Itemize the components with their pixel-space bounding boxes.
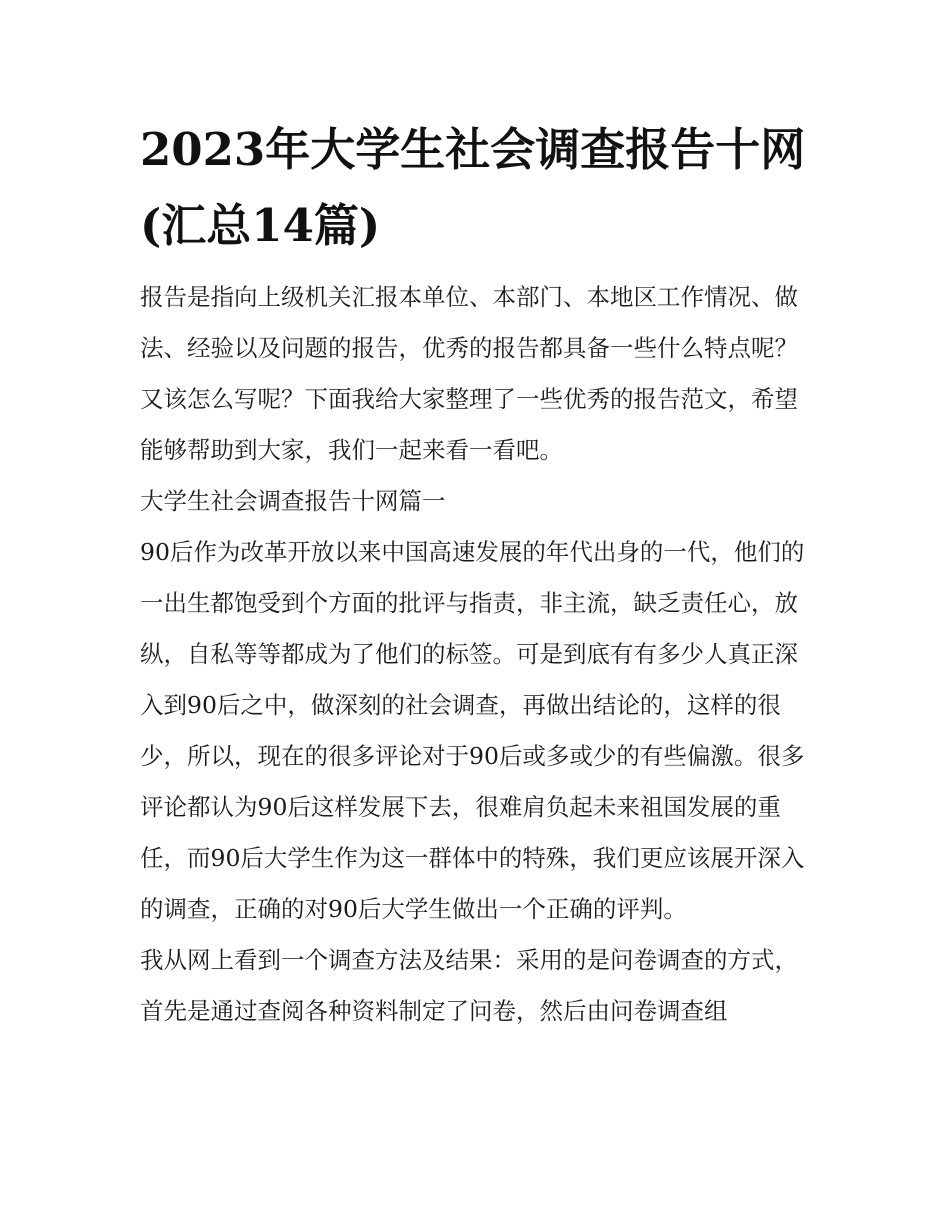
document-body xyxy=(140,272,820,1037)
body-paragraph: 我从网上看到一个调查方法及结果：采用的是问卷调查的方式，首先是通过查阅各种资料制定了问卷，然后由问卷调查组 xyxy=(140,946,798,1025)
section-heading: 大学生社会调查报告十网篇一 xyxy=(140,487,446,515)
body-paragraph: 90后作为改革开放以来中国高速发展的年代出身的一代，他们的一出生都饱受到个方面的批评与指责，非主流，缺乏责任心，放纵，自私等等都成为了他们的标签。可是到底有有多少人真正深入到90后之中，做深刻的社会调查，再做出结论的，这样的很少，所以，现在的很多评论对于90后或多或少的有些偏激。很多评论都认为90后这样发展下去，很难肩负起未来祖国发展的重任，而90后大学生作为这一群体中的特殊，我们更应该展开深入的调查，正确的对90后大学生做出一个正确的评判。 xyxy=(140,538,805,923)
intro-paragraph: 报告是指向上级机关汇报本单位、本部门、本地区工作情况、做法、经验以及问题的报告，优秀的报告都具备一些什么特点呢？又该怎么写呢？下面我给大家整理了一些优秀的报告范文，希望能够帮助到大家，我们一起来看一看吧。 xyxy=(140,283,798,464)
document-title: 2023年大学生社会调查报告十网(汇总14篇) xyxy=(140,123,806,252)
